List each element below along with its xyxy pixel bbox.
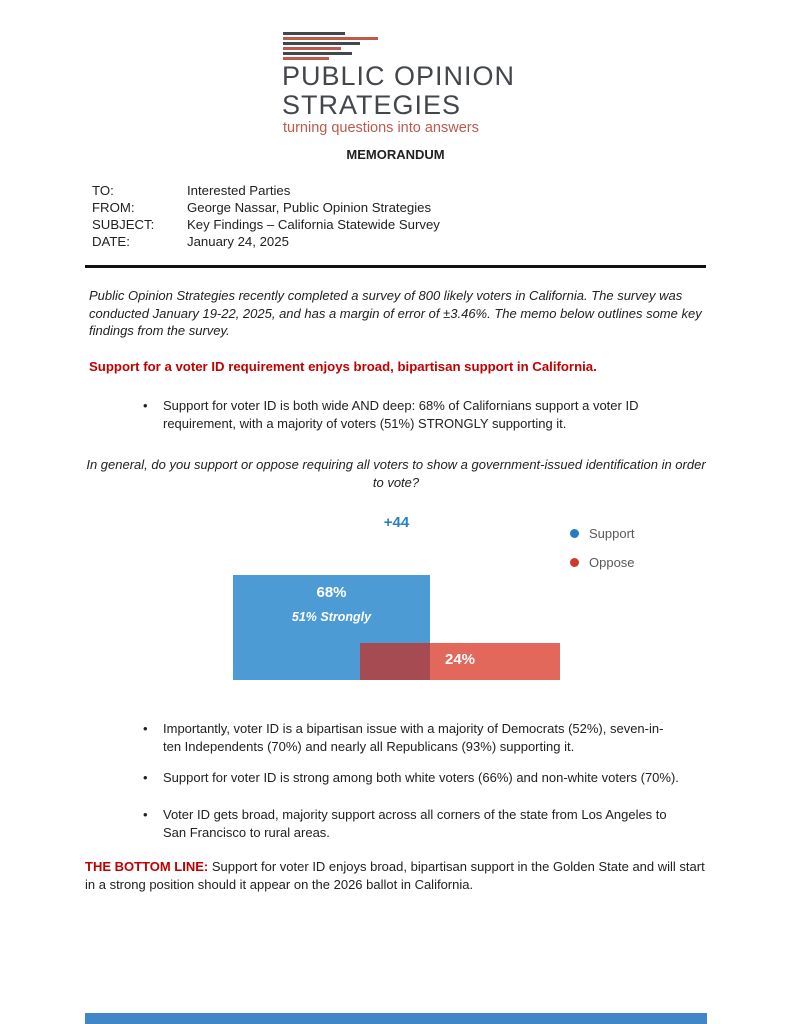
bullet-item-geography	[143, 806, 678, 841]
field-value: George Nassar, Public Opinion Strategies	[187, 200, 432, 215]
bottom-line-label: THE BOTTOM LINE:	[85, 859, 209, 874]
bullet-text: Importantly, voter ID is a bipartisan issue with a majority of Democrats (52%), seven-in-ten Independents (70%) and nearly all Republicans (93%) supporting it.	[163, 721, 664, 754]
memo-field-to	[92, 182, 440, 199]
chart-legend	[570, 526, 635, 584]
memo-field-subject	[92, 216, 440, 233]
legend-label: Support	[589, 526, 635, 541]
field-label: FROM:	[92, 200, 135, 215]
bullet-text: Voter ID gets broad, majority support across all corners of the state from Los Angeles to San Francisco to rural areas.	[163, 807, 667, 840]
field-label: DATE:	[92, 234, 130, 249]
bullet-icon: •	[143, 721, 148, 736]
field-value: Interested Parties	[187, 183, 291, 198]
memo-field-from	[92, 199, 440, 216]
support-value-label: 68%	[316, 584, 347, 601]
net-support-label: +44	[383, 514, 410, 531]
header-divider	[85, 265, 706, 268]
next-section-header-strip	[85, 1013, 707, 1024]
support-dot-icon	[570, 529, 579, 538]
bottom-line-text: Support for voter ID enjoys broad, bipartisan support in the Golden State and will start in a strong position should it appear on the 2026 ballot in California.	[85, 859, 705, 892]
oppose-value-label: 24%	[444, 651, 476, 668]
legend-item-support	[570, 526, 635, 541]
survey-question: In general, do you support or oppose requiring all voters to show a government-issued identification in order to vote?	[86, 457, 706, 490]
field-value: January 24, 2025	[187, 234, 289, 249]
logo-lines-icon	[283, 32, 378, 62]
logo-wordmark-line2: STRATEGIES	[282, 90, 462, 120]
memo-fields	[92, 182, 440, 250]
bullet-icon: •	[143, 807, 148, 822]
bullet-text: Support for voter ID is both wide AND deep: 68% of Californians support a voter ID requirement, with a majority of voters (51%) STRONGLY supporting it.	[163, 398, 639, 431]
memo-title: MEMORANDUM	[346, 147, 445, 162]
bullet-item-wide-and-deep	[143, 397, 678, 432]
logo-wordmark-line1: PUBLIC OPINION	[282, 61, 516, 91]
bullet-text: Support for voter ID is strong among both white voters (66%) and non-white voters (70%).	[163, 770, 679, 785]
bullet-item-race	[143, 769, 683, 787]
field-label: SUBJECT:	[92, 217, 155, 232]
bottom-line-paragraph	[85, 858, 707, 893]
oppose-dot-icon	[570, 558, 579, 567]
bullet-icon: •	[143, 398, 148, 413]
bullet-icon: •	[143, 770, 148, 785]
legend-label: Oppose	[589, 555, 635, 570]
logo-tagline: turning questions into answers	[283, 120, 479, 136]
field-value: Key Findings – California Statewide Survey	[187, 217, 440, 232]
legend-item-oppose	[570, 555, 635, 570]
support-strongly-label: 51% Strongly	[291, 610, 372, 624]
bullet-item-bipartisan	[143, 720, 678, 755]
field-label: TO:	[92, 183, 114, 198]
memo-field-date	[92, 233, 440, 250]
intro-paragraph: Public Opinion Strategies recently completed a survey of 800 likely voters in California. The survey was conducted January 19-22, 2025, and has a margin of error of ±3.46%. The memo below outlines some key findings from the survey.	[89, 288, 702, 338]
key-finding-heading: Support for a voter ID requirement enjoys broad, bipartisan support in California.	[89, 359, 597, 374]
